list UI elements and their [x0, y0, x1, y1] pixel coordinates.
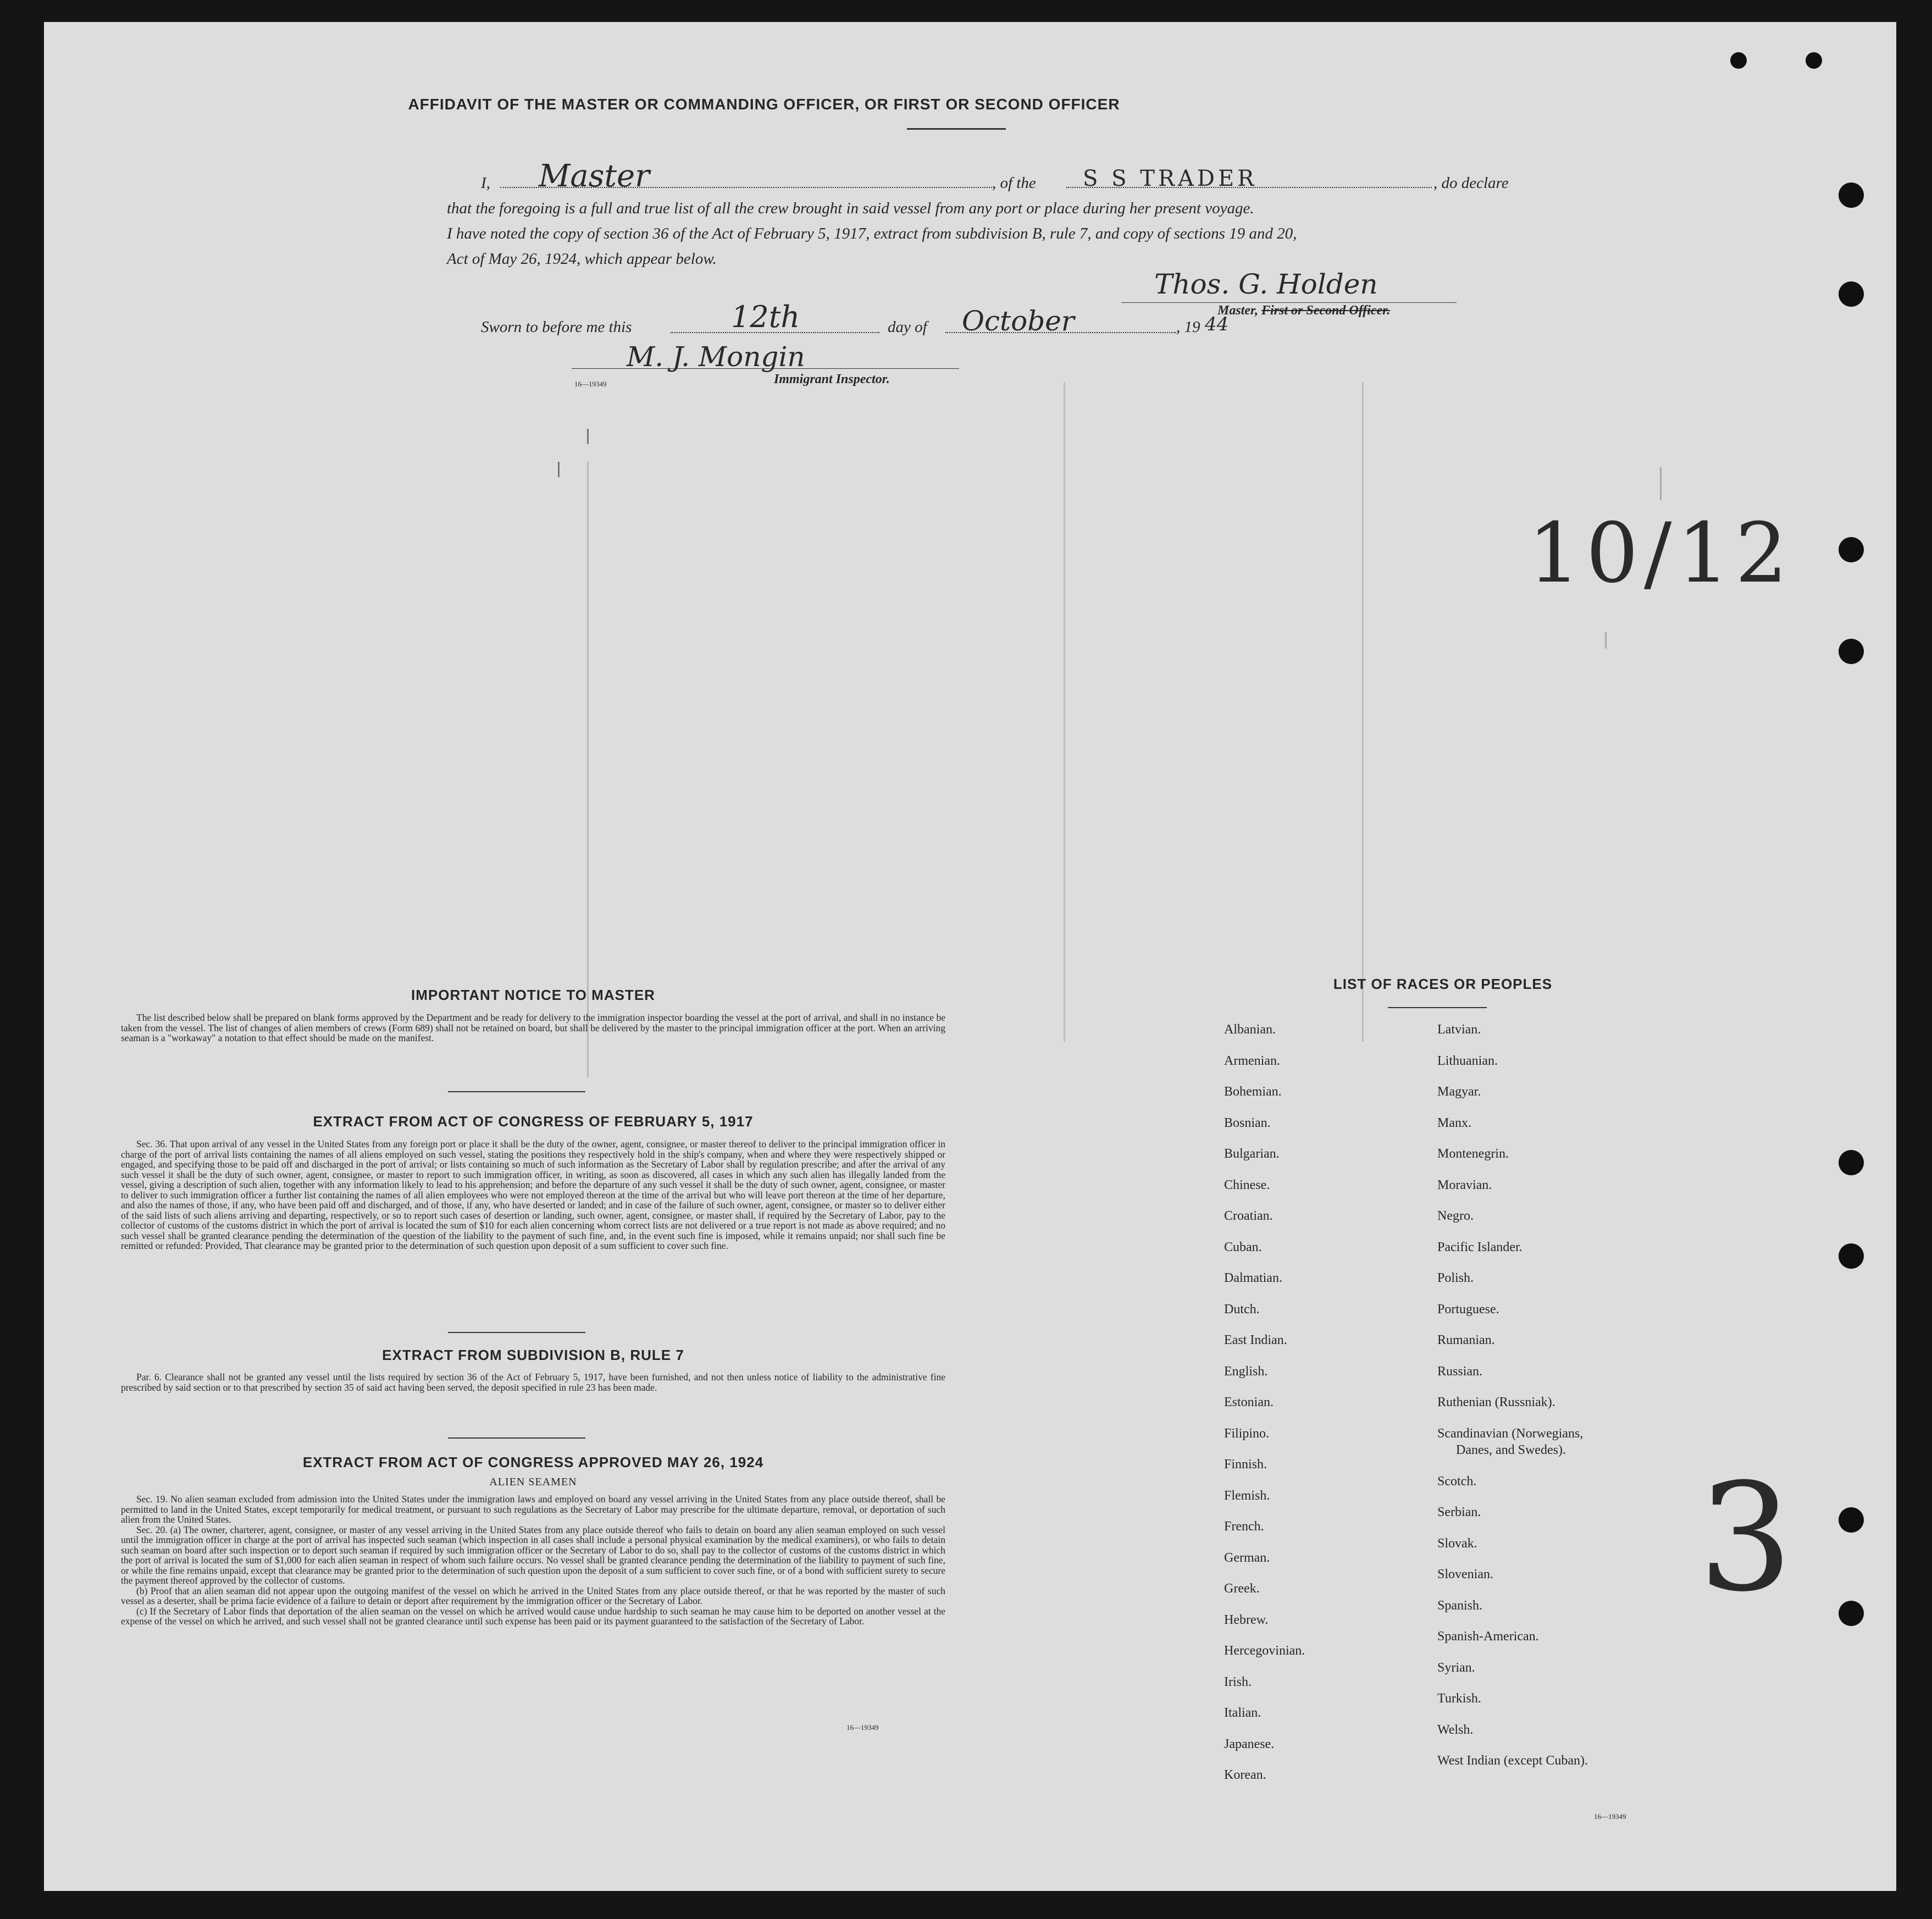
race-list-item: Lithuanian. — [1437, 1053, 1498, 1068]
races-title: LIST OF RACES OR PEOPLES — [1333, 976, 1553, 992]
race-list-item: Bulgarian. — [1224, 1147, 1280, 1161]
race-list-item: Negro. — [1437, 1209, 1474, 1223]
race-list-item: Russian. — [1437, 1364, 1483, 1379]
race-list-item: Greek. — [1224, 1581, 1260, 1596]
race-list-item: Bohemian. — [1224, 1085, 1282, 1099]
master-signature: Thos. G. Holden — [1154, 268, 1378, 300]
rule7-body — [121, 1372, 945, 1392]
races-form-number: 16—19349 — [1594, 1812, 1626, 1821]
declaration-line-4: Act of May 26, 1924, which appear below. — [447, 250, 717, 268]
extract-1917-title: EXTRACT FROM ACT OF CONGRESS OF FEBRUARY 5, 1917 — [313, 1113, 754, 1130]
declaration-prefix: I, — [481, 174, 490, 192]
master-caption — [1217, 303, 1390, 318]
race-list-item: Chinese. — [1224, 1177, 1270, 1192]
race-list-item: Ruthenian (Russniak). — [1437, 1395, 1555, 1409]
sworn-year-prefix: , 19 — [1176, 318, 1200, 336]
race-list-item: Latvian. — [1437, 1022, 1481, 1037]
punch-hole — [1839, 1601, 1864, 1626]
punch-hole — [1839, 537, 1864, 562]
race-list-item: Syrian. — [1437, 1660, 1475, 1675]
races-column-2 — [1437, 1022, 1712, 1785]
punch-hole — [1839, 639, 1864, 664]
race-list-item: Montenegrin. — [1437, 1147, 1509, 1161]
column-tick — [1660, 467, 1662, 500]
notice-title: IMPORTANT NOTICE TO MASTER — [411, 987, 655, 1003]
punch-hole — [1839, 281, 1864, 307]
master-caption-struck: First or Second Officer. — [1261, 303, 1391, 318]
punch-hole — [1839, 1507, 1864, 1533]
race-list-item: English. — [1224, 1364, 1268, 1379]
extract-1924-subtitle: ALIEN SEAMEN — [489, 1476, 577, 1488]
race-list-item: Magyar. — [1437, 1085, 1481, 1099]
inspector-form-number: 16—19349 — [574, 380, 607, 388]
column-tick — [1605, 632, 1607, 649]
race-list-item: Hercegovinian. — [1224, 1644, 1305, 1658]
inspector-signature: M. J. Mongin — [627, 341, 805, 373]
race-list-item: French. — [1224, 1519, 1264, 1534]
declaration-of-the: , of the — [992, 174, 1036, 192]
race-list-item: Bosnian. — [1224, 1115, 1271, 1130]
race-list-item: Turkish. — [1437, 1691, 1481, 1706]
punch-hole — [1839, 1150, 1864, 1175]
race-list-item: Slovak. — [1437, 1536, 1477, 1551]
declaration-line-3: I have noted the copy of section 36 of the Act of February 5, 1917, extract from subdivision B, rule 7, and copy of sections 19 and 20, — [447, 225, 1297, 242]
race-list-item: Flemish. — [1224, 1488, 1270, 1503]
extract-1917-paragraph: Sec. 36. That upon arrival of any vessel in the United States from any foreign port or place it shall be the duty of the owner, agent, consignee, or master thereof to deliver to the principal immigration officer in charge of the port of arrival lists containing the names of all aliens employed on such vessel, stating the positions they respectively hold in the ship's company, when and where they were respectively shipped or engaged, and specifying those to be paid off and discharged in the port of arrival; or lists containing so much of such information as the Secretary of Labor shall by regulation prescribe; and after the arrival of any such vessel it shall be the duty of such owner, agent, consignee, or master to report to such immigration officer, in writing, as soon as discovered, all cases in which any such alien has illegally landed from the vessel, giving a description of such alien, together with any information likely to lead to his apprehension; and before the departure of any such vessel it shall be the duty of such owner, agent, consignee, or master to deliver to such immigration officer a further list containing the names of all alien employees who were not employed thereon at the time of the arrival but who will leave port thereon at the time of her departure, and also the names of those, if any, who have been paid off and discharged, and of those, if any, who have deserted or landed; and in case of the failure of such owner, agent, consignee, or master so to deliver either of the said lists of such aliens arriving and departing, respectively, or so to report such cases of desertion or landing, such owner, agent, consignee, or master shall, if required by the Secretary of Labor, pay to the collector of customs of the customs district in which the port of arrival is located the sum of $10 for each alien concerning whom correct lists are not delivered or a true report is not made as above required; and no such vessel shall be granted clearance pending the determination of the question of the liability to the payment of such fine, and, in the event such fine is imposed, while it remains unpaid; nor shall such fine be remitted or refunded: Provided, That clearance may be granted prior to the determination of such question upon deposit of a sum sufficient to cover such fine. — [121, 1138, 945, 1251]
race-list-item: Scotch. — [1437, 1474, 1477, 1489]
document-sheet — [44, 22, 1896, 1891]
sworn-day-of: day of — [888, 318, 927, 336]
race-list-item: Portuguese. — [1437, 1302, 1499, 1317]
race-list-item: Slovenian. — [1437, 1567, 1493, 1581]
page-number-annotation: 3 — [1698, 1451, 1793, 1624]
race-list-item: Serbian. — [1437, 1505, 1481, 1519]
notice-paragraph: The list described below shall be prepared on blank forms approved by the Department and be ready for delivery to the immigration inspector boarding the vessel at the port of arrival, and shall in no instance be taken from the vessel. The list of changes of alien members of crews (Form 689) shall not be retained on board, but shall be delivered by the master to the principal immigration officer at the port. When an arriving seaman is a "workaway" a notation to that effect should be made on the manifest. — [121, 1012, 945, 1043]
column-tick — [587, 462, 589, 1077]
notice-body — [121, 1013, 945, 1043]
race-list-item: Manx. — [1437, 1115, 1471, 1130]
race-list-item: Italian. — [1224, 1706, 1261, 1720]
sec20c-paragraph: (c) If the Secretary of Labor finds that deportation of the alien seaman on the vessel on which he arrived would cause undue hardship to such seaman he may cause him to be deported on another vessel at the expense of the vessel on which he arrived, and such vessel shall not be granted clearance until such expense has been paid or its payment guaranteed to the satisfaction of the Secretary of Labor. — [121, 1605, 945, 1627]
punch-hole — [1806, 52, 1822, 69]
master-signature-line — [1121, 302, 1457, 303]
race-list-item: Danes, and Swedes). — [1456, 1443, 1566, 1457]
column-tick — [558, 462, 560, 477]
punch-hole — [1839, 183, 1864, 208]
inspector-caption: Immigrant Inspector. — [774, 372, 890, 386]
race-list-item: Croatian. — [1224, 1209, 1273, 1223]
race-list-item: Korean. — [1224, 1768, 1266, 1782]
title-divider — [907, 128, 1006, 130]
race-list-item: Irish. — [1224, 1674, 1252, 1689]
declaration-do-declare: , do declare — [1433, 174, 1509, 192]
race-list-item: Scandinavian (Norwegians, — [1437, 1426, 1584, 1441]
race-list-item: Finnish. — [1224, 1457, 1267, 1472]
race-list-item: Spanish. — [1437, 1598, 1483, 1613]
inspector-signature-line — [572, 368, 959, 369]
race-list-item: Filipino. — [1224, 1426, 1270, 1441]
section-divider — [448, 1332, 585, 1333]
sec19-paragraph: Sec. 19. No alien seaman excluded from admission into the United States under the immigration laws and employed on board any vessel arriving in the United States from any place outside thereof, shall be permitted to land in the United States, except temporarily for medical treatment, or pursuant to such regulations as the Secretary of Labor may prescribe for the ultimate departure, removal, or deportation of such alien from the United States. — [121, 1494, 945, 1525]
sworn-year-handwritten: 44 — [1205, 313, 1229, 335]
race-list-item: German. — [1224, 1550, 1270, 1565]
column-tick — [1064, 382, 1065, 1042]
race-list-item: Welsh. — [1437, 1722, 1474, 1737]
race-list-item: West Indian (except Cuban). — [1437, 1754, 1588, 1768]
race-list-item: Dutch. — [1224, 1302, 1260, 1317]
officer-rank-handwritten: Master — [539, 158, 650, 194]
punch-hole — [1730, 52, 1747, 69]
section-divider — [448, 1091, 585, 1092]
sec20a-paragraph: Sec. 20. (a) The owner, charterer, agent, consignee, or master of any vessel arriving in the United States from any place outside thereof who fails to detain on board any alien seaman employed on such vessel until the immigration officer in charge at the port of arrival has inspected such seaman (which inspection in all cases shall include a personal physical examination by the medical examiners), or who fails to detain such seaman on board after such inspection or to deport such seaman if required by such immigration officer or the Secretary of Labor to do so, shall pay to the collector of customs of the customs district in which the port of arrival is located the sum of $1,000 for each alien seaman in respect of whom such failure occurs. No vessel shall be granted clearance pending the determination of the liability to payment of such fine, or while the fine remains unpaid, except that clearance may be granted prior to the determination of such question upon the deposit of a sum sufficient to cover such fine, or of a bond with sufficient surety to secure the payment thereof approved by the collector of customs. — [121, 1524, 945, 1586]
master-caption-master: Master, — [1217, 303, 1259, 318]
race-list-item: Rumanian. — [1437, 1333, 1495, 1347]
race-list-item: Dalmatian. — [1224, 1271, 1282, 1285]
extract-1917-body — [121, 1139, 945, 1251]
race-list-item: Spanish-American. — [1437, 1629, 1539, 1644]
column-tick — [1362, 382, 1364, 1042]
section-divider — [448, 1437, 585, 1439]
extract-1924-title: EXTRACT FROM ACT OF CONGRESS APPROVED MAY 26, 1924 — [302, 1454, 764, 1470]
sec20b-paragraph: (b) Proof that an alien seaman did not appear upon the outgoing manifest of the vessel on which he arrived in the United States from any place outside thereof, or that he was reported by the master of such vessel as a deserter, shall be prima facie evidence of a failure to detain or deport after requirement by the immigration officer or the Secretary of Labor. — [121, 1585, 945, 1606]
rule7-title: EXTRACT FROM SUBDIVISION B, RULE 7 — [382, 1347, 684, 1363]
rule7-paragraph: Par. 6. Clearance shall not be granted any vessel until the lists required by section 36 of the Act of February 5, 1917, have been furnished, and not then unless notice of liability to the administrative fine prescribed by said section or to that prescribed by section 35 of said act having been served, the deposit specified in rule 23 has been made. — [121, 1371, 945, 1393]
sworn-month-handwritten: October — [962, 305, 1075, 337]
race-list-item: Polish. — [1437, 1271, 1474, 1285]
declaration-line-2: that the foregoing is a full and true list of all the crew brought in said vessel from any port or place during her present voyage. — [447, 200, 1254, 217]
races-column-1 — [1224, 1022, 1405, 1799]
race-list-item: Estonian. — [1224, 1395, 1274, 1409]
affidavit-title: AFFIDAVIT OF THE MASTER OR COMMANDING OFFICER, OR FIRST OR SECOND OFFICER — [408, 96, 1120, 113]
extract-1924-body — [121, 1494, 945, 1627]
vessel-handwritten: S S TRADER — [1083, 166, 1258, 191]
race-list-item: Armenian. — [1224, 1053, 1280, 1068]
race-list-item: Japanese. — [1224, 1736, 1275, 1751]
race-list-item: Pacific Islander. — [1437, 1240, 1523, 1254]
race-list-item: East Indian. — [1224, 1333, 1287, 1347]
date-annotation: 10/12 — [1528, 506, 1793, 601]
race-list-item: Moravian. — [1437, 1177, 1492, 1192]
race-list-item: Albanian. — [1224, 1022, 1276, 1037]
sworn-prefix: Sworn to before me this — [481, 318, 632, 336]
race-list-item: Cuban. — [1224, 1240, 1262, 1254]
races-divider — [1388, 1007, 1487, 1008]
column-tick — [587, 429, 589, 444]
race-list-item: Hebrew. — [1224, 1612, 1269, 1627]
sworn-day-handwritten: 12th — [731, 300, 800, 334]
punch-hole — [1839, 1243, 1864, 1269]
extract-form-number: 16—19349 — [846, 1723, 879, 1732]
